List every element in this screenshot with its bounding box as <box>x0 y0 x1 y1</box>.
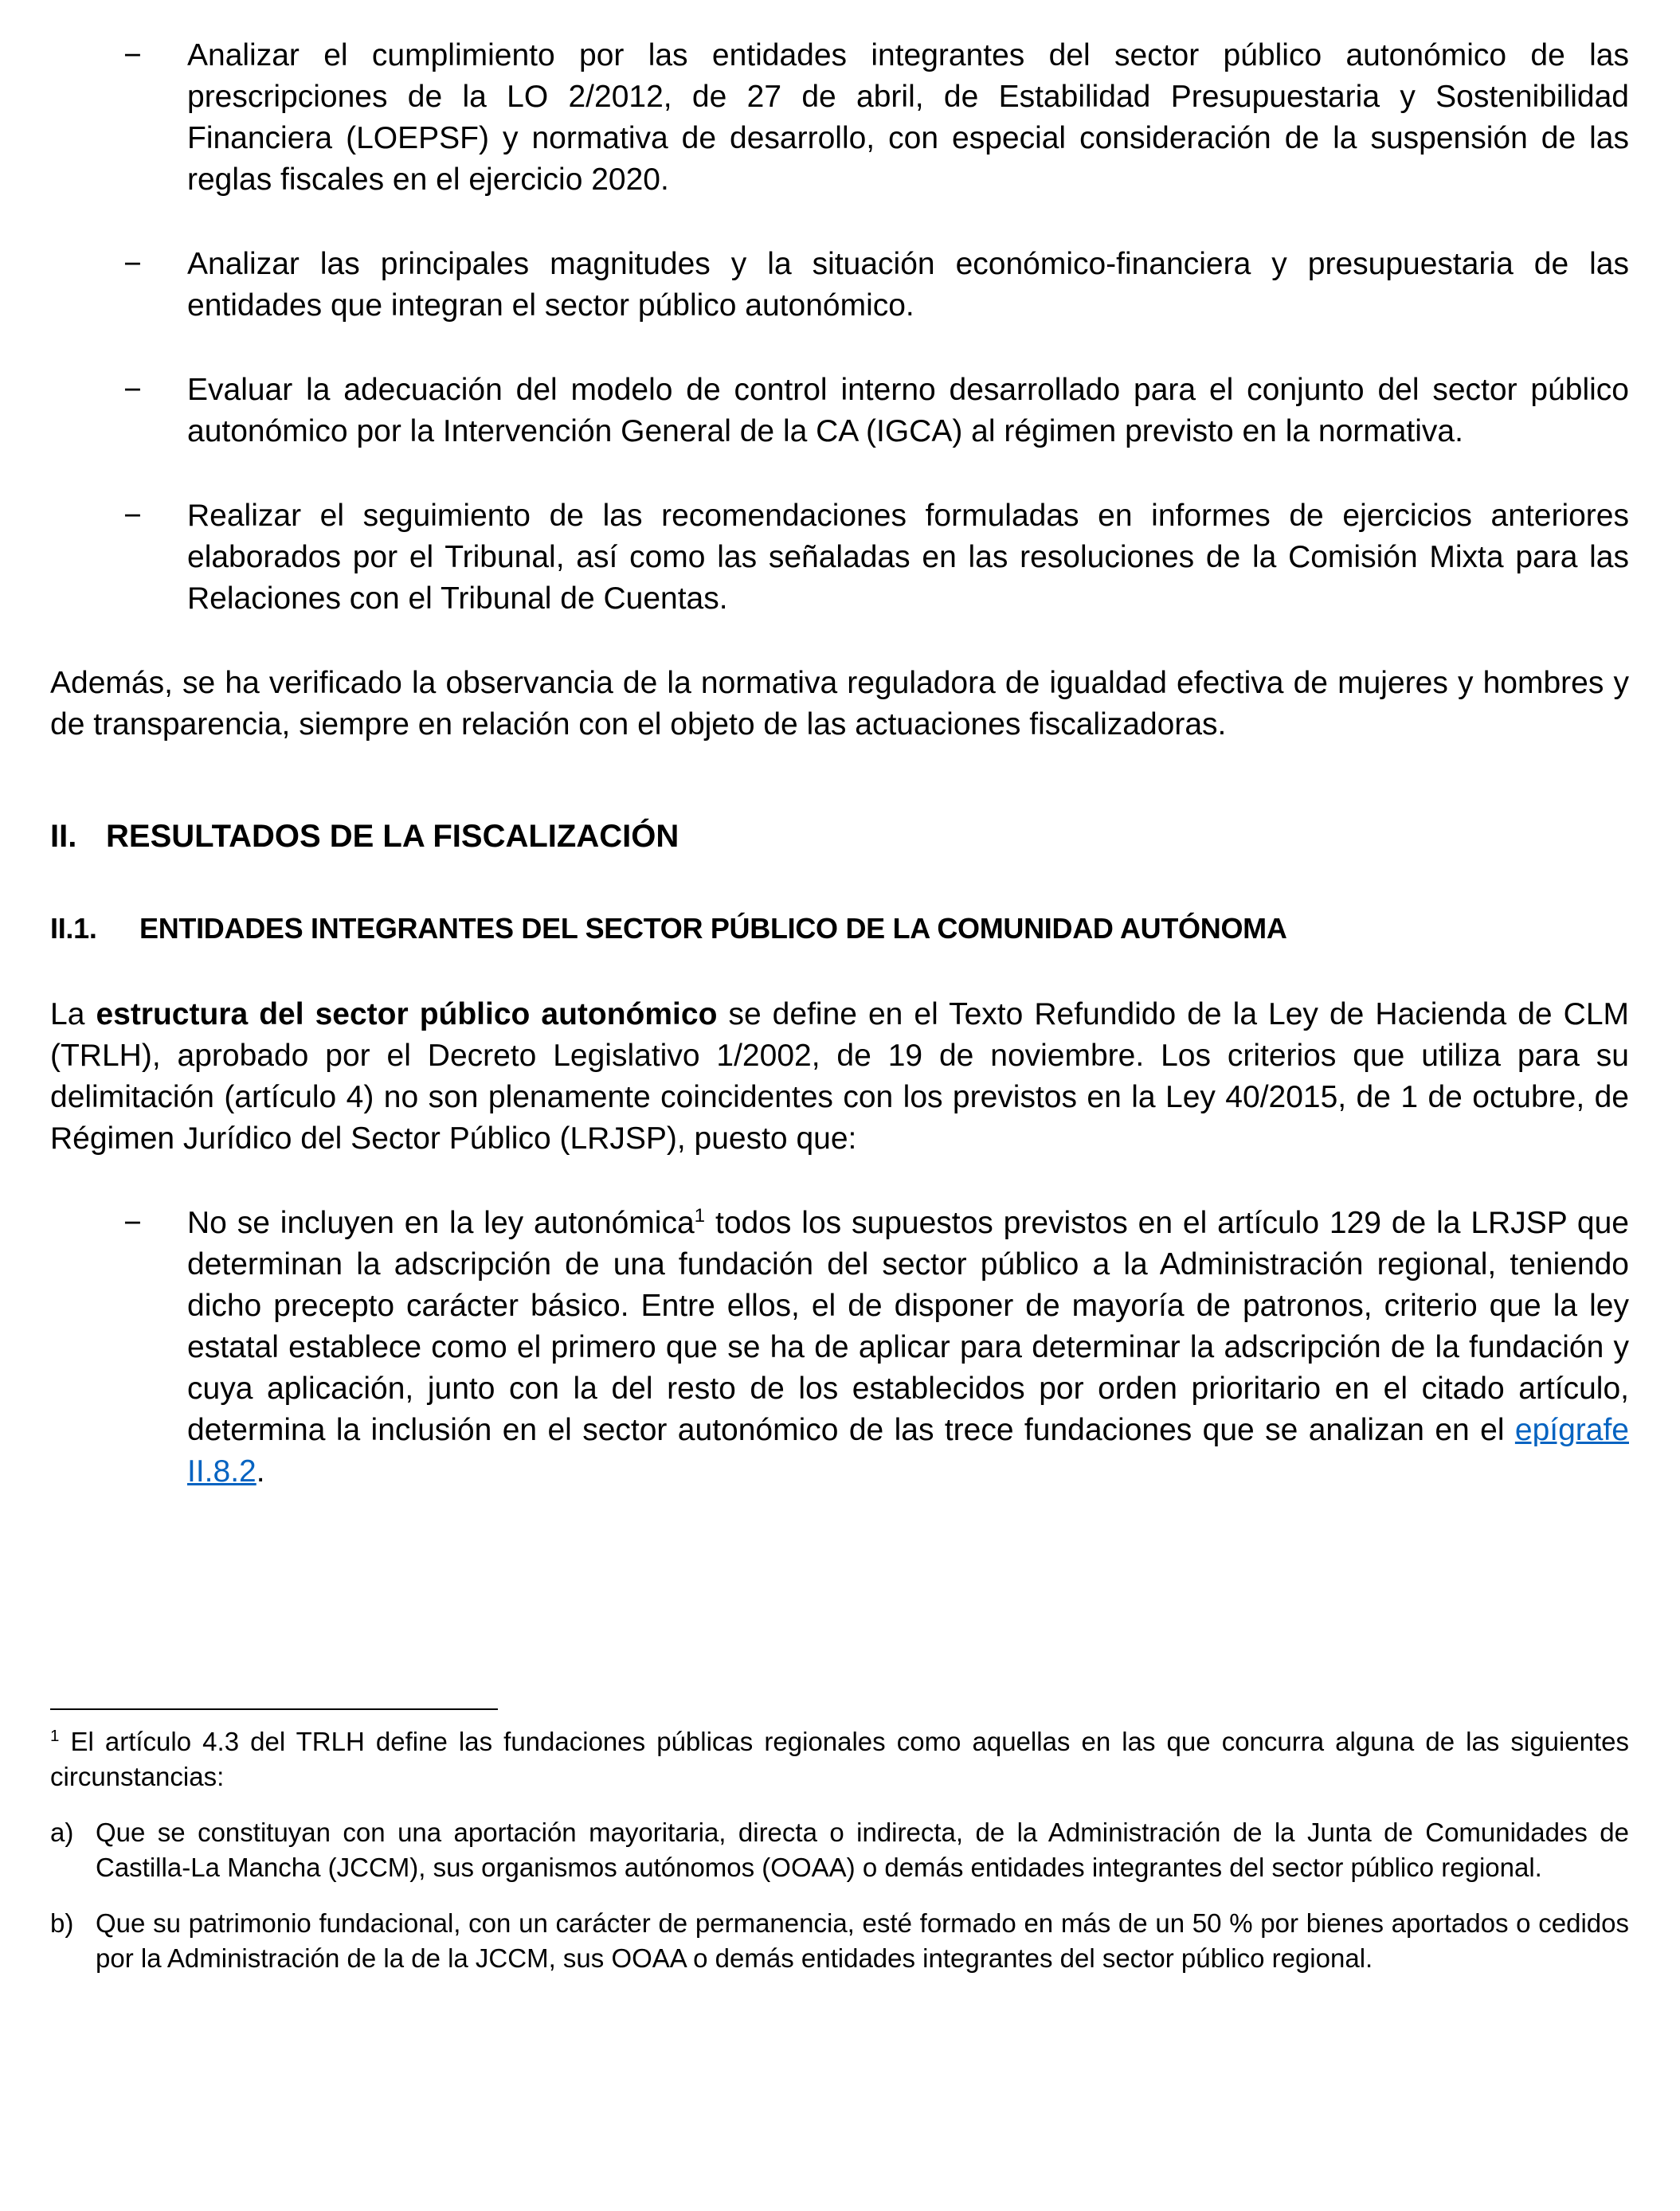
text-run: todos los supuestos previstos en el artículo 129 de la LRJSP que determinan la adscripción de una fundación del sector público a la Administración regional, teniendo dicho precepto carácter básico. Entre ellos, el de disponer de mayoría de patronos, criterio que la ley estatal establece como el primero que se ha de aplicar para determinar la adscripción de la fundación y cuya aplicación, junto con la del resto de los establecidos por orden prioritario en el citado artículo, determina la inclusión en el sector autonómico de las trece fundaciones que se analizan en el <box>187 1206 1629 1447</box>
footnote-item-a <box>50 1815 1629 1885</box>
section-title: RESULTADOS DE LA FISCALIZACIÓN <box>106 819 679 854</box>
footnote-item-label: a) <box>50 1818 74 1847</box>
footnote-item-text: Que se constituyan con una aportación mayoritaria, directa o indirecta, de la Administración de la Junta de Comunidades de Castilla-La Mancha (JCCM), sus organismos autónomos (OOAA) o demás entidades integrantes del sector público regional. <box>96 1818 1629 1882</box>
objective-text: Analizar el cumplimiento por las entidades integrantes del sector público autonómico de las prescripciones de la LO 2/2012, de 27 de abril, de Estabilidad Presupuestaria y Sostenibilidad Financiera (LOEPSF) y normativa de desarrollo, con especial consideración de la suspensión de las reglas fiscales en el ejercicio 2020. <box>187 38 1629 197</box>
objective-item-1 <box>50 35 1629 201</box>
text-run: La <box>50 997 96 1031</box>
footnote-number: 1 <box>50 1727 60 1745</box>
section-heading <box>50 816 1629 857</box>
subsection-heading <box>50 908 1629 949</box>
objective-text: Analizar las principales magnitudes y la situación económico-financiera y presupuestaria de las entidades que integran el sector público autonómico. <box>187 247 1629 323</box>
footnote-reference: 1 <box>694 1205 706 1227</box>
document-body <box>50 35 1629 1493</box>
bullet-dash-marker: − <box>123 247 142 281</box>
epigrafe-link[interactable]: epígrafe II.8.2 <box>187 1413 1629 1489</box>
subsection-number: II.1. <box>50 912 97 945</box>
section-number: II. <box>50 819 77 854</box>
bold-text-run: estructura del sector público autonómico <box>96 997 718 1031</box>
objective-text: Evaluar la adecuación del modelo de control interno desarrollado para el conjunto del sector público autonómico por la Intervención General de la CA (IGCA) al régimen previsto en la normativa. <box>187 373 1629 448</box>
objective-item-2 <box>50 244 1629 327</box>
paragraph-estructura <box>50 994 1629 1160</box>
text-run: No se incluyen en la ley autonómica <box>187 1206 695 1240</box>
fundaciones-bullet <box>50 1203 1629 1493</box>
footnote-1 <box>50 1724 1629 1794</box>
objective-text: Realizar el seguimiento de las recomendaciones formuladas en informes de ejercicios anteriores elaborados por el Tribunal, así como las señaladas en las resoluciones de la Comisión Mixta para las Relaciones con el Tribunal de Cuentas. <box>187 499 1629 616</box>
text-run: . <box>256 1454 265 1489</box>
objective-item-3 <box>50 370 1629 452</box>
bullet-dash-marker: − <box>123 499 142 533</box>
bullet-dash-marker: − <box>123 1206 142 1240</box>
paragraph-ademas: Además, se ha verificado la observancia de la normativa reguladora de igualdad efectiva de mujeres y hombres y de transparencia, siempre en relación con el objeto de las actuaciones fiscalizadoras. <box>50 666 1629 742</box>
bullet-dash-marker: − <box>123 373 142 407</box>
objective-item-4 <box>50 495 1629 620</box>
footnote-item-text: Que su patrimonio fundacional, con un carácter de permanencia, esté formado en más de un 50 % por bienes aportados o cedidos por la Administración de la de la JCCM, sus OOAA o demás entidades integrantes del sector público regional. <box>96 1908 1629 1973</box>
footnote-separator-rule <box>50 1708 498 1710</box>
bullet-dash-marker: − <box>123 38 142 72</box>
footnote-intro-text: El artículo 4.3 del TRLH define las fundaciones públicas regionales como aquellas en las que concurra alguna de las siguientes circunstancias: <box>50 1727 1629 1791</box>
text-run: se define en el Texto Refundido de la Ley de Hacienda de CLM (TRLH), aprobado por el Decreto Legislativo 1/2002, de 19 de noviembre. Los criterios que utiliza para su delimitación (artículo 4) no son plenamente coincidentes con los previstos en la Ley 40/2015, de 1 de octubre, de Régimen Jurídico del Sector Público (LRJSP), puesto que: <box>50 997 1629 1156</box>
fundaciones-bullet-text <box>187 1203 1629 1493</box>
footnote-item-label: b) <box>50 1908 74 1938</box>
footnote-item-b <box>50 1906 1629 1976</box>
subsection-title: ENTIDADES INTEGRANTES DEL SECTOR PÚBLICO DE LA COMUNIDAD AUTÓNOMA <box>139 912 1287 945</box>
footnotes-section <box>50 1708 1629 1997</box>
